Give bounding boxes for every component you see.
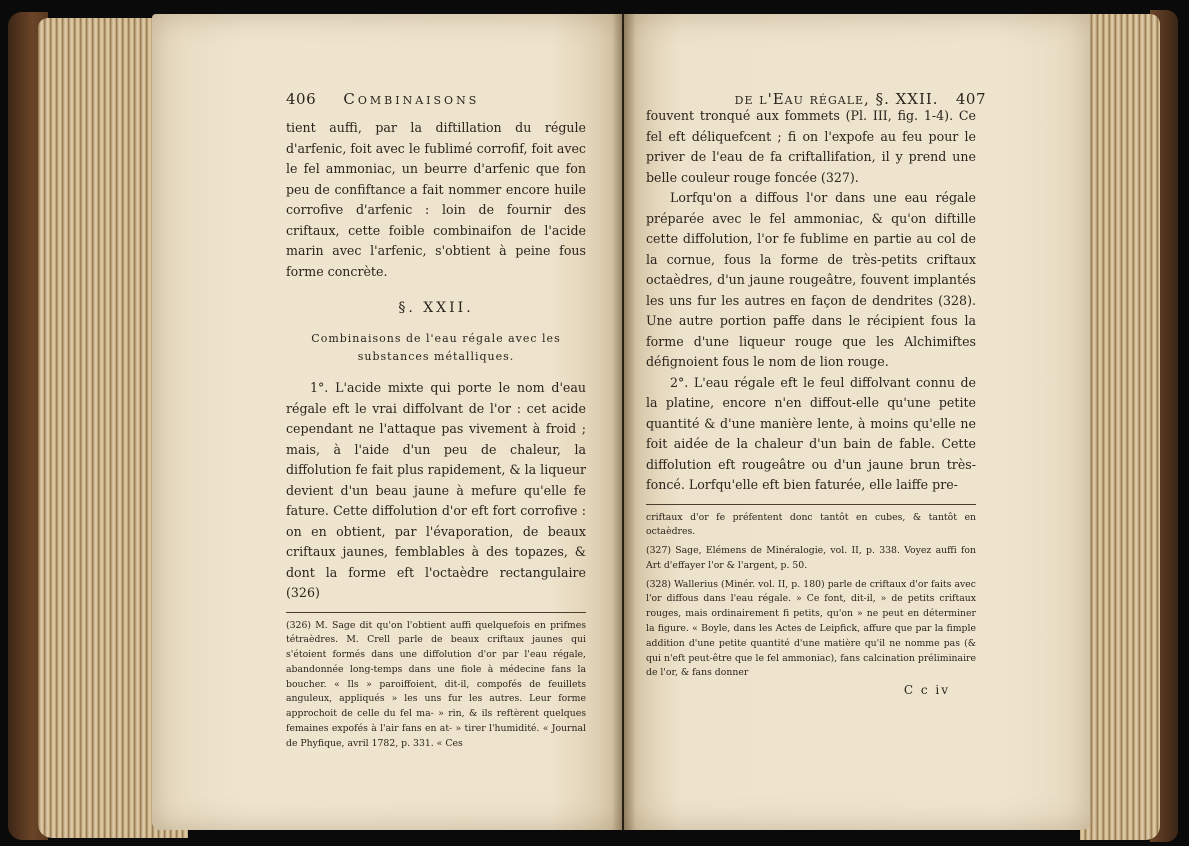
right-running-head: de l'Eau régale, §. XXII. [734, 90, 939, 108]
footnote-rule [646, 504, 976, 505]
right-paragraph-1: fouvent tronqué aux fommets (Pl. III, fig. 1-4). Ce fel eft déliquefcent ; fi on l'expofe au feu pour le priver de l'eau de fa criftallifation, il y prend une belle couleur rouge foncée (327). [646, 108, 976, 185]
footnote-327: (327) Sage, Elémens de Minéralogie, vol. II, p. 338. Voyez auffi fon Art d'effayer l'or & l'argent, p. 50. [646, 545, 976, 571]
page-edges-right [1080, 14, 1160, 840]
right-paragraph-2: Lorfqu'on a diffous l'or dans une eau régale préparée avec le fel ammoniac, & qu'on diftille cette diffolution, l'or fe fublime en partie au col de la cornue, fous la forme de très-petits criftaux octaèdres, d'un jaune rougeâtre, fouvent implantés les uns fur les autres en façon de dendrites (328). Une autre portion paffe dans le récipient fous la forme d'une liqueur rouge que les Alchimiftes défignoient fous le nom de lion rouge. [646, 190, 976, 369]
left-page [152, 14, 622, 830]
left-text-block [286, 118, 586, 752]
footnote-328: (328) Wallerius (Minér. vol. II, p. 180) parle de criftaux d'or faits avec l'or diffous dans l'eau régale. » Ce font, dit-il, » de petits criftaux rouges, mais ordinairement fi petits, qu'on » ne peut en déterminer la figure. « Boyle, dans les Actes de Leipfick, affure que par la fimple addition d'une petite quantité d'une matière qu'il ne nomme pas (& qui n'eft peut-être que le fel ammoniac), fans calcination préliminaire de l'or, & fans donner [646, 578, 976, 679]
left-page-header [286, 90, 586, 108]
right-paragraph-3: 2°. L'eau régale eft le feul diffolvant connu de la platine, encore n'en diffout-elle qu'une petite quantité & d'une manière lente, à moins qu'elle ne foit aidée de la chaleur d'un bain de fable. Cette diffolution eft rougeâtre ou d'un jaune brun très-foncé. Lorfqu'elle eft bien faturée, elle laiffe pre- [646, 374, 976, 492]
book-gutter [612, 14, 636, 830]
right-text-block [646, 106, 976, 697]
footnote-continued: criftaux d'or fe préfentent donc tantôt en cubes, & tantôt en octaèdres. [646, 511, 976, 538]
footnote-326: (326) M. Sage dit qu'on l'obtient auffi quelquefois en prifmes tétraèdres. M. Crell parle de beaux criftaux jaunes qui s'étoient formés dans une diffolution d'or par l'eau régale, abandonnée long-temps dans une fiole à médecine fans la boucher. « Ils » paroiffoient, dit-il, compofés de feuillets anguleux, appliqués » les uns fur les autres. Leur forme approchoit de celle du fel ma- » rin, & ils reftèrent quelques femaines expofés à l'air fans en at- » tirer l'humidité. « Journal de Phyfique, avril 1782, p. 331. « Ces [286, 619, 586, 749]
left-page-number: 406 [286, 90, 317, 108]
left-running-head: Combinaisons [343, 90, 480, 108]
section-mark: §. XXII. [398, 300, 474, 316]
footnote-rule [286, 612, 586, 613]
signature-mark: C c iv [903, 683, 950, 698]
article-paragraph: 1°. L'acide mixte qui porte le nom d'eau régale eft le vrai diffolvant de l'or : cet acide cependant ne l'attaque pas vivement à froid ; mais, à l'aide d'un peu de chaleur, la diffolution fe fait plus rapidement, & la liqueur devient d'un beau jaune à mefure qu'elle fe fature. Cette diffolution d'or eft fort corrofive : on en obtient, par l'évaporation, de beaux criftaux jaunes, femblables à des topazes, & dont la forme eft l'octaèdre rectangulaire (326) [286, 380, 586, 600]
section-title: Combinaisons de l'eau régale avec les substances métalliques. [311, 332, 561, 363]
right-page-number: 407 [955, 90, 986, 108]
right-page [624, 14, 1090, 830]
left-body-paragraph: tient auffi, par la diftillation du régule d'arfenic, foit avec le fublimé corrofif, foit avec le fel ammoniac, un beurre d'arfenic que fon peu de confiftance a fait nommer encore huile corrofive d'arfenic : loin de fournir des criftaux, cette foible combinaifon de l'acide marin avec l'arfenic, s'obtient à peine fous forme concrète. [286, 120, 586, 279]
